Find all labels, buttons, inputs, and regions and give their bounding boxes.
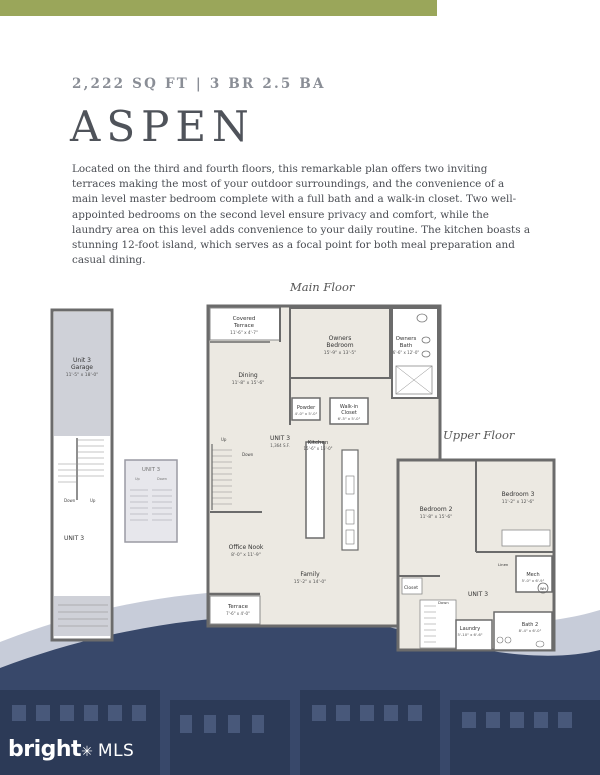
upper-floor-plan	[398, 460, 554, 650]
main-unit-name: UNIT 3	[269, 435, 291, 442]
office-nook-name: Office Nook	[228, 544, 264, 551]
powder-dims: 4'-0" x 5'-0"	[294, 411, 318, 416]
garage-name: Unit 3	[73, 357, 91, 364]
main-floor-label: Main Floor	[290, 280, 355, 294]
family-name: Family	[300, 571, 320, 578]
garage-up-label: Up	[90, 498, 96, 503]
office-nook-dims: 8'-0" x 11'-9"	[231, 553, 261, 558]
mech-name: Mech	[526, 572, 540, 578]
covered-terrace-name: Covered	[232, 316, 256, 322]
terrace-dims: 7'-6" x 4'-0"	[226, 611, 250, 616]
logo-spark-icon: ✳	[81, 744, 93, 760]
stair-up-label: Up	[135, 477, 140, 481]
owners-bath-name2: Bath	[399, 343, 413, 349]
owners-bath-dims: 6'-6" x 12'-0"	[392, 350, 420, 355]
walk-in-name: Walk-in	[339, 404, 359, 410]
plan-description: Located on the third and fourth floors, this remarkable plan offers two inviting terraces making the most of your outdoor surroundings, and the convenience of a main level master bedroom complete with a full bath and a walk-in closet. Two well-appointed bedrooms on the second level ensure privacy and comfort, while the laundry area on this level adds convenience to your daily routine. The kitchen boasts a stunning 12-foot island, which serves as a focal point for both meal preparation and casual dining.	[72, 163, 531, 267]
upper-unit-label: UNIT 3	[467, 591, 489, 598]
bright-mls-logo	[8, 737, 134, 762]
bedroom2-name: Bedroom 2	[419, 506, 453, 513]
kitchen-dims: 15'-6" x 15'-0"	[303, 446, 333, 451]
laundry-dims: 5'-10" x 6'-6"	[457, 632, 483, 637]
plan-title: ASPEN	[70, 102, 255, 151]
bedroom3-dims: 11'-2" x 12'-6"	[501, 500, 535, 505]
owners-bedroom-dims: 15'-9" x 13'-5"	[323, 351, 357, 356]
stair-unit-label: UNIT 3	[141, 467, 161, 473]
logo-mls-text: MLS	[97, 741, 135, 761]
bedroom2-dims: 11'-8" x 15'-6"	[419, 515, 453, 520]
bath2-name: Bath 2	[521, 622, 539, 628]
garage-word: Garage	[71, 364, 93, 371]
garage-dims: 11'-5" x 18'-0"	[65, 373, 99, 378]
garage-plan	[52, 310, 112, 640]
walk-in-dims: 6'-5" x 5'-0"	[337, 416, 361, 421]
bath2-dims: 8'-4" x 6'-0"	[518, 628, 542, 633]
dining-dims: 11'-8" x 15'-6"	[231, 381, 265, 386]
main-unit-area: 1,364 S.F.	[270, 443, 290, 448]
upper-down-label: Down	[438, 600, 449, 605]
main-down-label: Down	[242, 452, 254, 457]
garage-down-label: Down	[64, 498, 76, 503]
stair-plan	[125, 460, 177, 542]
covered-terrace-dims: 11'-6" x 4'-7"	[230, 330, 258, 335]
wh-label: WH	[539, 587, 547, 591]
stair-down-label: Down	[157, 477, 167, 481]
unit-specs: 2,222 SQ FT | 3 BR 2.5 BA	[72, 76, 326, 92]
walk-in-name2: Closet	[341, 410, 357, 416]
garage-unit-label: UNIT 3	[64, 535, 85, 542]
owners-bedroom-name: Owners	[328, 335, 352, 342]
upper-floor-label: Upper Floor	[443, 428, 515, 442]
laundry-name: Laundry	[459, 626, 481, 632]
dining-name: Dining	[238, 372, 258, 379]
powder-name: Powder	[296, 405, 316, 411]
owners-bath-name: Owners	[395, 336, 417, 342]
covered-terrace-name2: Terrace	[233, 323, 255, 329]
logo-bright-text: bright	[8, 737, 82, 762]
family-dims: 15'-2" x 14'-0"	[293, 580, 327, 585]
linen-label: Linen	[498, 562, 509, 567]
terrace-name: Terrace	[227, 604, 249, 610]
bedroom3-name: Bedroom 3	[501, 491, 535, 498]
kitchen-name: Kitchen	[307, 440, 329, 446]
owners-bedroom-name2: Bedroom	[326, 342, 354, 349]
main-up-label: Up	[221, 437, 227, 442]
closet-label: Closet	[404, 586, 419, 591]
mech-dims: 5'-0" x 6'-9"	[521, 578, 545, 583]
